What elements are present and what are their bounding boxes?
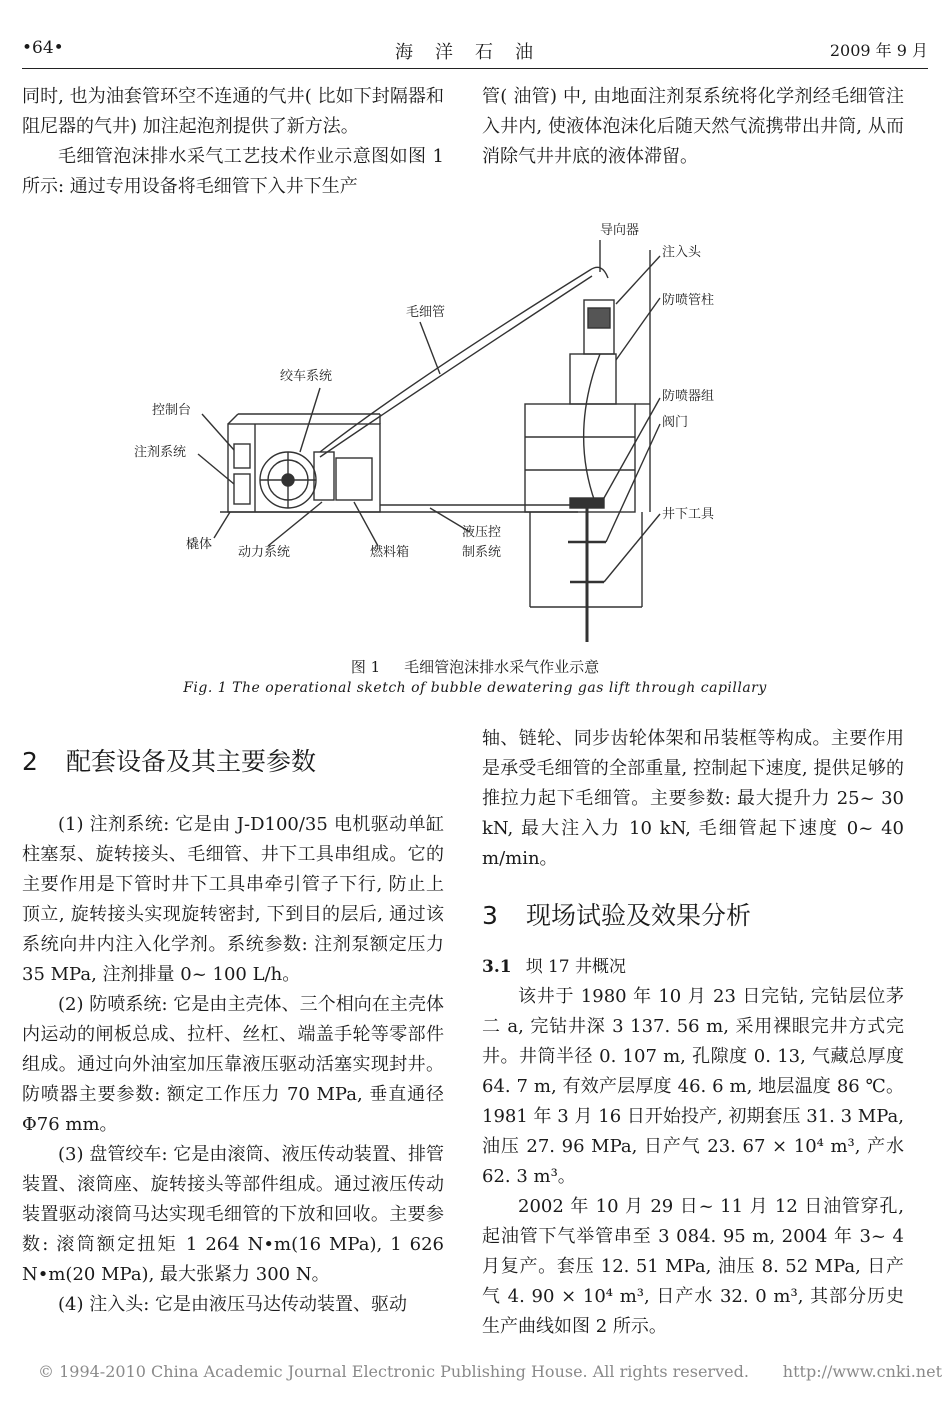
figure-1 xyxy=(130,212,830,650)
paragraph: 轴、链轮、同步齿轮体架和吊装框等构成。主要作用是承受毛细管的全部重量, 控制起下速度, 提供足够的推拉力起下毛细管。主要参数: 最大提升力 25~ 30 kN, 最大注入力 10 kN, 毛细管起下速度 0~ 40 m/min。 xyxy=(482,728,904,869)
footer-url[interactable]: http://www.cnki.net xyxy=(782,1362,942,1381)
label-power: 动力系统 xyxy=(238,545,291,560)
skid-roof-left xyxy=(228,414,238,424)
label-injection-head: 注入头 xyxy=(662,245,702,260)
figure-caption-text: 毛细管泡沫排水采气作业示意 xyxy=(404,658,600,676)
page-number: •64• xyxy=(22,38,64,58)
journal-name: 海洋石油 xyxy=(395,42,555,63)
power-unit xyxy=(314,452,334,500)
paragraph: 管( 油管) 中, 由地面注剂泵系统将化学剂经毛细管注入井内, 使液体泡沫化后随天然气流携带出井筒, 从而消除气井井底的液体滞留。 xyxy=(482,86,904,167)
label-guide: 导向器 xyxy=(600,223,640,238)
section-number: 3 xyxy=(482,901,498,930)
dosing-unit xyxy=(234,474,250,504)
leader-line xyxy=(268,502,322,546)
paragraph: 同时, 也为油套管环空不连通的气井( 比如下封隔器和阻尼器的气井) 加注起泡剂提供了新方法。 xyxy=(22,86,444,137)
bop-column xyxy=(570,354,616,404)
section-number: 2 xyxy=(22,747,38,776)
figure-caption-cn xyxy=(0,656,950,677)
issue-date: 2009 年 9 月 xyxy=(829,41,928,60)
paragraph: (1) 注剂系统: 它是由 J-D100/35 电机驱动单缸柱塞泵、旋转接头、毛细管、井下工具串组成。它的主要作用是下管时井下工具串牵引管子下行, 防止上顶立, 旋转接头实现旋转密封, 下到目的层后, 通过该系统向井内注入化学剂。系统参数: 注剂泵额定压力 35 MPa, 注剂排量 0~ 100 L/h。 xyxy=(22,814,444,985)
leader-line xyxy=(604,514,660,582)
injection-head-motor xyxy=(588,308,610,328)
label-fuel: 燃料箱 xyxy=(370,545,410,560)
subsection-title: 坝 17 井概况 xyxy=(525,957,627,977)
figure-number: 图 1 xyxy=(350,658,381,676)
bop-stack xyxy=(570,498,604,508)
left-bottom-text xyxy=(22,742,444,1320)
section-heading-2 xyxy=(22,742,444,782)
leader-line xyxy=(202,414,234,450)
subsection-heading xyxy=(482,952,904,982)
paragraph: (4) 注入头: 它是由液压马达传动装置、驱动 xyxy=(58,1294,408,1315)
leader-line xyxy=(616,256,660,304)
subsection-number: 3.1 xyxy=(482,957,512,977)
header-rule xyxy=(22,68,928,69)
label-dosing: 注剂系统 xyxy=(134,445,187,460)
capillary-tube-2 xyxy=(320,276,592,457)
running-header xyxy=(22,38,928,68)
fuel-tank xyxy=(336,458,372,500)
section-title: 现场试验及效果分析 xyxy=(526,901,752,930)
right-top-text xyxy=(482,82,904,172)
paragraph: 毛细管泡沫排水采气工艺技术作业示意图如图 1 所示: 通过专用设备将毛细管下入井下生产 xyxy=(22,146,444,197)
leader-line xyxy=(354,502,378,546)
capillary-drop xyxy=(584,354,600,502)
paragraph: (3) 盘管绞车: 它是由滚筒、液压传动装置、排管装置、滚筒座、旋转接头等部件组成。通过液压传动装置驱动滚筒马达实现毛细管的下放和回收。主要参数: 滚筒额定扭矩 1 264 N•m(16 MPa), 1 626 N•m(20 MPa), 最大张紧力 300 N。 xyxy=(22,1144,444,1285)
label-valve: 阀门 xyxy=(662,415,689,430)
leader-line xyxy=(214,512,230,538)
label-hydraulic-1: 液压控 xyxy=(462,525,502,540)
label-hydraulic-2: 制系统 xyxy=(462,545,502,560)
work-platform xyxy=(525,404,635,512)
leader-line xyxy=(420,322,440,374)
paragraph: (2) 防喷系统: 它是由主壳体、三个相向在主壳体内运动的闸板总成、拉杆、丝杠、端盖手轮等零部件组成。通过向外油室加压靠液压驱动活塞实现封井。防喷器主要参数: 额定工作压力 70 MPa, 垂直通径 Φ76 mm。 xyxy=(22,994,444,1135)
paragraph: 2002 年 10 月 29 日~ 11 月 12 日油管穿孔, 起油管下气举管串至 3 084. 95 m, 2004 年 3~ 4 月复产。套压 12. 51 MPa, 油压 8. 52 MPa, 日产气 4. 90 × 10⁴ m³, 日产水 32. 0 m³, 其部分历史生产曲线如图 2 所示。 xyxy=(482,1196,904,1337)
copyright-text: © 1994-2010 China Academic Journal Electronic Publishing House. All rights reserved. xyxy=(38,1362,749,1381)
right-bottom-text xyxy=(482,724,904,1342)
section-title: 配套设备及其主要参数 xyxy=(66,747,317,776)
left-top-text xyxy=(22,82,444,202)
control-panel xyxy=(234,444,250,468)
figure-caption-en: Fig. 1 The operational sketch of bubble dewatering gas lift through capillary xyxy=(183,680,767,696)
copyright-footer xyxy=(38,1362,942,1381)
figure-1-drawing xyxy=(130,212,830,650)
leader-line xyxy=(604,398,660,498)
paragraph: 该井于 1980 年 10 月 23 日完钻, 完钻层位茅二 a, 完钻井深 3 137. 56 m, 采用裸眼完井方式完井。井筒半径 0. 107 m, 孔隙度 0. 13, 气藏总厚度 64. 7 m, 有效产层厚度 46. 6 m, 地层温度 86 ℃。1981 年 3 月 16 日开始投产, 初期套压 31. 3 MPa, 油压 27. 96 MPa, 日产气 23. 67 × 10⁴ m³, 产水 62. 3 m³。 xyxy=(482,986,904,1187)
label-winch: 绞车系统 xyxy=(280,369,333,384)
leader-line xyxy=(616,298,660,360)
leader-line xyxy=(300,388,320,452)
label-control: 控制台 xyxy=(152,403,192,418)
section-heading-3 xyxy=(482,896,904,936)
label-skid: 橇体 xyxy=(186,537,213,552)
label-capillary: 毛细管 xyxy=(406,305,446,320)
label-bop-group: 防喷器组 xyxy=(662,389,715,404)
label-bop-column: 防喷管柱 xyxy=(662,293,715,308)
label-downhole: 井下工具 xyxy=(662,507,715,522)
